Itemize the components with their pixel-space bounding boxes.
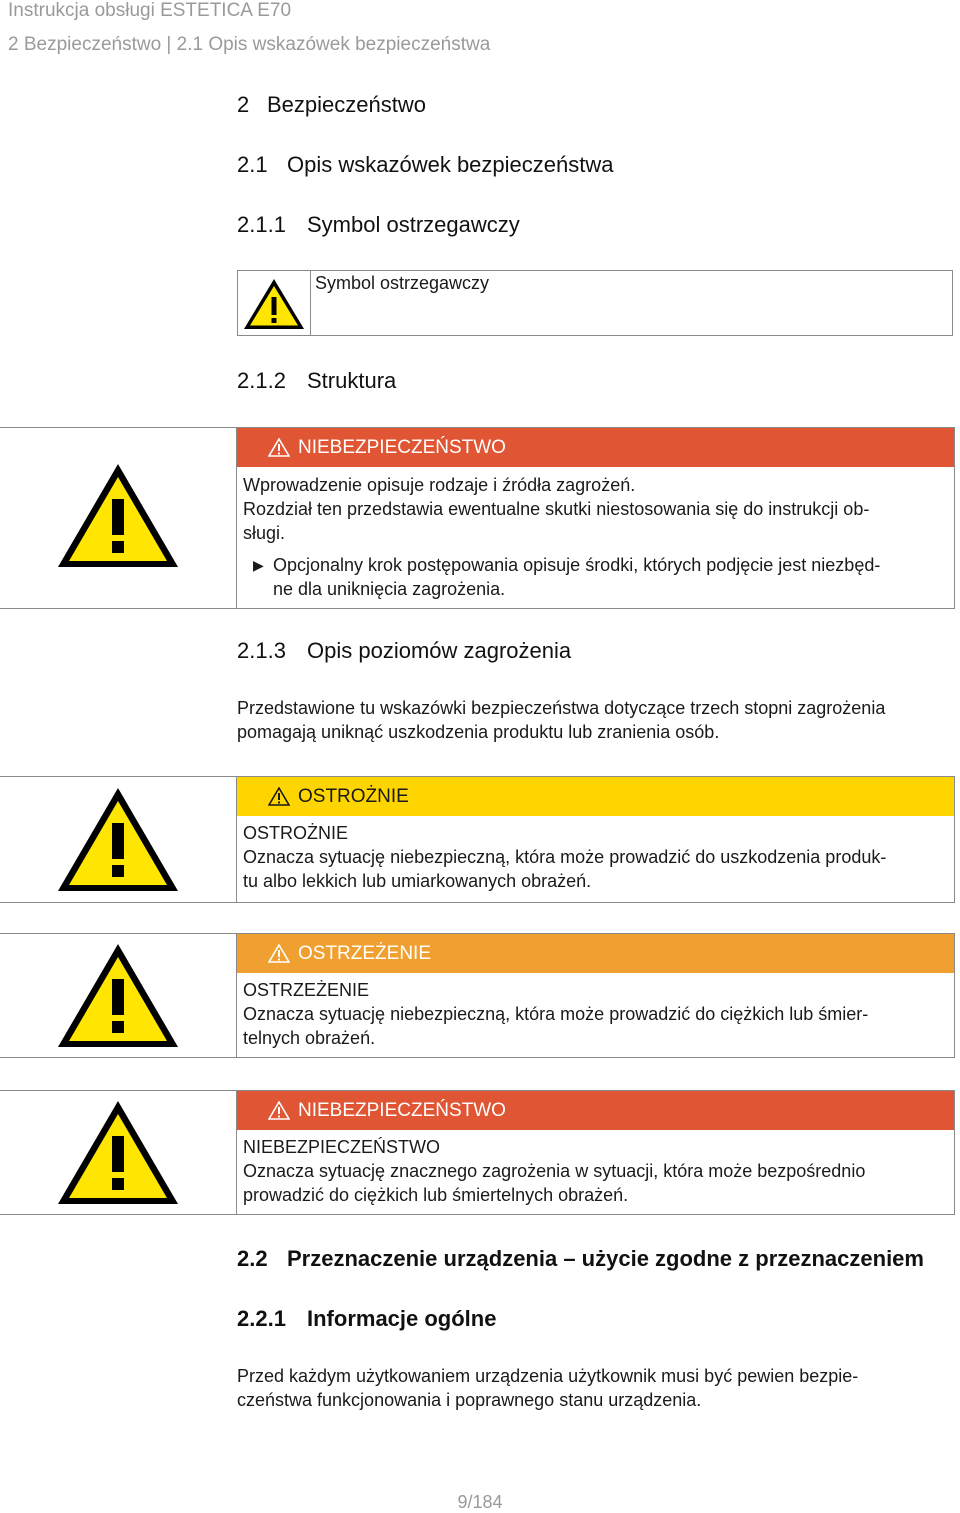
heading-number: 2.2.1 (237, 1306, 286, 1331)
caution-block (0, 776, 955, 903)
heading-text: Przeznaczenie urządzenia – użycie zgodne z przeznaczeniem (287, 1246, 924, 1271)
heading-number: 2 (237, 92, 250, 117)
warning-triangle-icon (55, 941, 181, 1051)
hazard-bar (237, 428, 954, 467)
warning-block (0, 933, 955, 1058)
heading-text: Informacje ogólne (307, 1306, 497, 1331)
danger-block (0, 1090, 955, 1215)
heading-text: Opis poziomów zagrożenia (307, 638, 572, 663)
hazard-bar-label: OSTRZEŻENIE (298, 942, 432, 964)
heading-number: 2.1.2 (237, 368, 286, 393)
level-heading: NIEBEZPIECZEŃSTWO (243, 1137, 441, 1157)
level-text: tu albo lekkich lub umiarkowanych obrażeń. (243, 871, 592, 891)
heading-2-1-1 (237, 212, 520, 238)
hazard-bar-label: NIEBEZPIECZEŃSTWO (298, 1099, 506, 1121)
heading-2-1-3 (237, 638, 571, 664)
heading-number: 2.1 (237, 152, 268, 177)
hazard-sign-cell (0, 428, 237, 608)
arrow-right-icon: ▶ (253, 557, 264, 573)
intro-text: Wprowadzenie opisuje rodzaje i źródła zagrożeń. (243, 475, 636, 495)
warning-triangle-icon (241, 276, 307, 332)
heading-2-1-2 (237, 368, 396, 394)
level-text: Oznacza sytuację niebezpieczną, która może prowadzić do ciężkich lub śmier- (243, 1004, 869, 1024)
step-text: Opcjonalny krok postępowania opisuje środki, których podjęcie jest niezbęd- (273, 555, 881, 575)
warning-triangle-icon (55, 785, 181, 895)
hazard-sign-cell (0, 777, 237, 902)
level-heading: OSTRZEŻENIE (243, 980, 370, 1000)
heading-text: Symbol ostrzegawczy (307, 212, 520, 237)
symbol-cell (238, 271, 311, 335)
caution-bar (237, 777, 954, 816)
heading-number: 2.1.3 (237, 638, 286, 663)
breadcrumb: 2 Bezpieczeństwo | 2.1 Opis wskazówek bezpieczeństwa (8, 34, 491, 55)
warning-triangle-icon (55, 1098, 181, 1208)
intro-text: sługi. (243, 523, 286, 543)
paragraph-line: Przedstawione tu wskazówki bezpieczeństwa dotyczące trzech stopni zagrożenia (237, 698, 886, 718)
level-text: Oznacza sytuację znacznego zagrożenia w sytuacji, która może bezpośrednio (243, 1161, 866, 1181)
warning-bar (237, 934, 954, 973)
heading-number: 2.1.1 (237, 212, 286, 237)
warning-small-icon (268, 944, 290, 963)
paragraph-line: pomagają uniknąć uszkodzenia produktu lub zranienia osób. (237, 722, 720, 742)
warning-small-icon (268, 1101, 290, 1120)
warning-symbol-box (237, 270, 953, 336)
hazard-body (237, 816, 954, 893)
heading-2-1 (237, 152, 613, 178)
level-text: telnych obrażeń. (243, 1028, 376, 1048)
warning-small-icon (268, 438, 290, 457)
hazard-content (237, 1091, 955, 1214)
hazard-body (237, 467, 954, 601)
heading-2-2 (237, 1246, 924, 1272)
hazard-content (237, 934, 955, 1057)
hazard-body (237, 973, 954, 1050)
hazard-sign-cell (0, 934, 237, 1057)
heading-text: Bezpieczeństwo (267, 92, 426, 117)
warning-triangle-icon (55, 461, 181, 571)
level-text: Oznacza sytuację niebezpieczną, która może prowadzić do uszkodzenia produk- (243, 847, 887, 867)
hazard-content (237, 777, 955, 902)
hazard-content (237, 428, 955, 608)
level-text: prowadzić do ciężkich lub śmiertelnych obrażeń. (243, 1185, 629, 1205)
level-heading: OSTROŻNIE (243, 823, 349, 843)
hazard-body (237, 1130, 954, 1207)
heading-text: Struktura (307, 368, 397, 393)
paragraph-line: czeństwa funkcjonowania i poprawnego stanu urządzenia. (237, 1390, 702, 1410)
structure-hazard-block (0, 427, 955, 609)
step-text: ne dla uniknięcia zagrożenia. (273, 579, 506, 599)
levels-intro (237, 696, 953, 744)
hazard-bar-label: OSTROŻNIE (298, 785, 409, 807)
heading-2 (237, 92, 426, 118)
hazard-bar-label: NIEBEZPIECZEŃSTWO (298, 436, 506, 458)
heading-2-2-1 (237, 1306, 496, 1332)
hazard-sign-cell (0, 1091, 237, 1214)
page-number: 9/184 (457, 1492, 503, 1512)
intro-text: Rozdział ten przedstawia ewentualne skutki niestosowania się do instrukcji ob- (243, 499, 870, 519)
heading-text: Opis wskazówek bezpieczeństwa (287, 152, 614, 177)
general-info-paragraph (237, 1364, 953, 1412)
paragraph-line: Przed każdym użytkowaniem urządzenia użytkownik musi być pewien bezpie- (237, 1366, 859, 1386)
symbol-label: Symbol ostrzegawczy (315, 273, 490, 293)
step-item (243, 553, 940, 601)
document-title: Instrukcja obsługi ESTETICA E70 (8, 0, 292, 21)
warning-small-icon (268, 787, 290, 806)
heading-number: 2.2 (237, 1246, 268, 1271)
danger-bar (237, 1091, 954, 1130)
